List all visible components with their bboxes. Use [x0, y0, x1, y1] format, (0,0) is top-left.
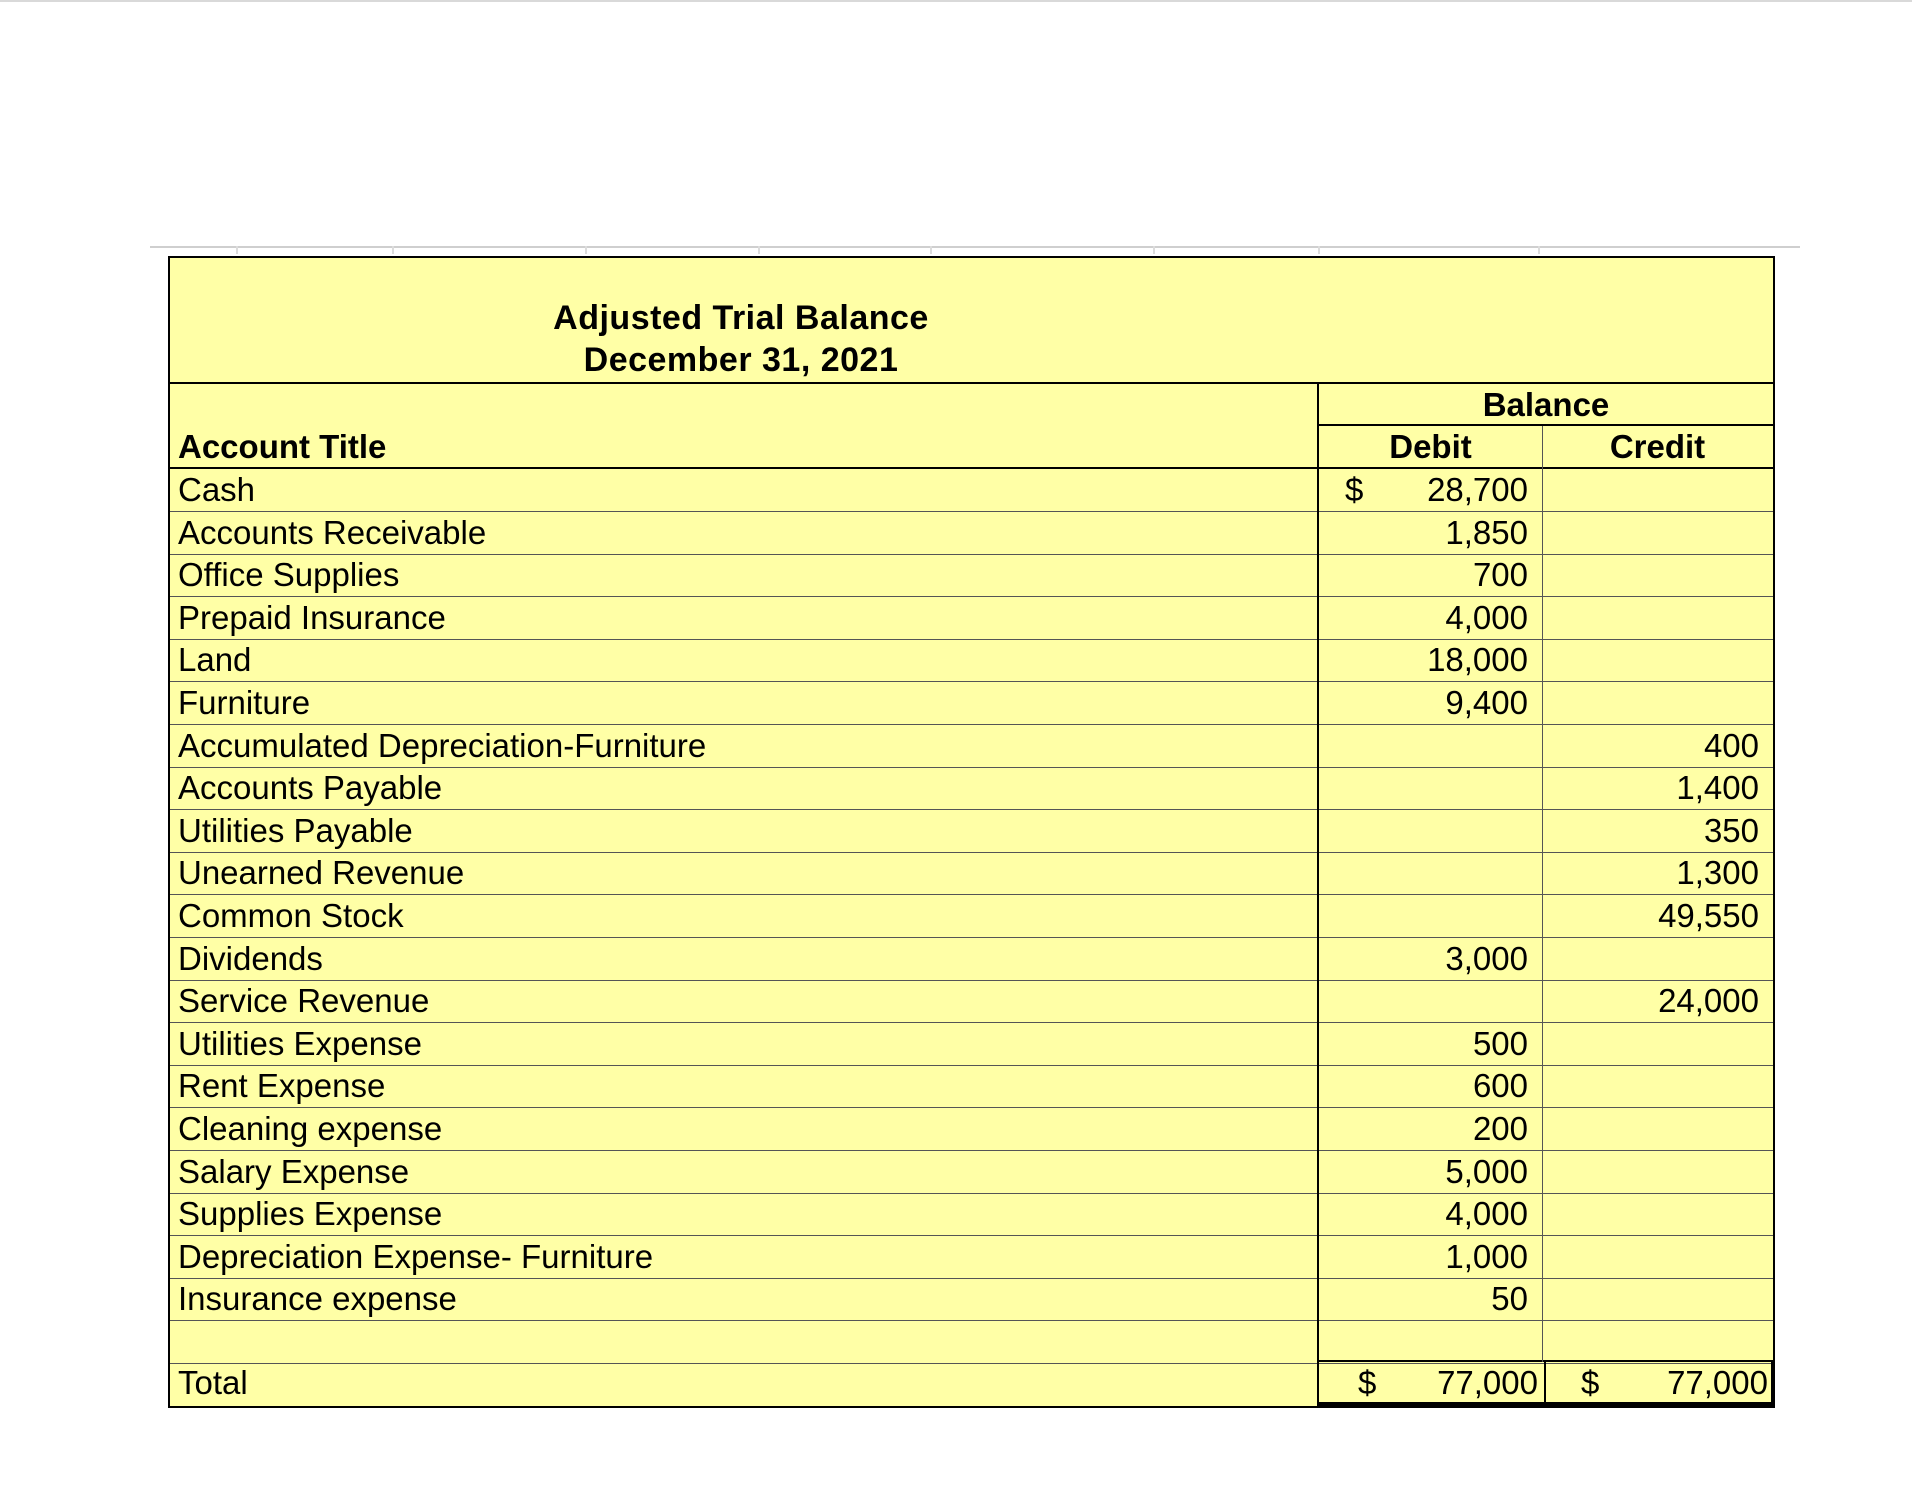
account-title-cell: Supplies Expense	[178, 1195, 443, 1233]
debit-value: 4,000	[1445, 1195, 1528, 1233]
table-row	[170, 597, 1773, 640]
grid-column-tick	[758, 246, 760, 254]
grid-column-tick	[392, 246, 394, 254]
debit-cell	[1319, 1321, 1542, 1363]
account-title-cell: Office Supplies	[178, 556, 400, 594]
credit-cell	[1542, 554, 1773, 596]
table-row	[170, 682, 1773, 725]
table-row	[170, 810, 1773, 853]
debit-value: 500	[1472, 1024, 1528, 1062]
debit-value: 600	[1472, 1067, 1528, 1105]
total-double-underline	[1317, 1402, 1773, 1408]
debit-cell	[1319, 1236, 1542, 1278]
credit-cell	[1542, 1065, 1773, 1107]
credit-cell	[1542, 1236, 1773, 1278]
total-debit-dollar-sign: $	[1358, 1364, 1377, 1401]
balance-column-group-header: Balance	[1319, 384, 1773, 426]
debit-cell	[1319, 639, 1542, 681]
credit-cell	[1542, 1278, 1773, 1320]
debit-cell	[1319, 469, 1542, 511]
debit-cell	[1319, 767, 1542, 809]
account-title-cell	[178, 1321, 1308, 1363]
debit-cell	[1319, 1023, 1542, 1065]
table-row	[170, 767, 1773, 810]
report-date: December 31, 2021	[583, 341, 899, 379]
account-title-cell: Accounts Payable	[178, 769, 443, 807]
debit-cell	[1319, 512, 1542, 554]
debit-value: 3,000	[1445, 939, 1528, 977]
debit-value: 18,000	[1427, 641, 1528, 679]
debit-value: 1,000	[1445, 1237, 1528, 1275]
account-title-cell: Rent Expense	[178, 1067, 386, 1105]
credit-cell	[1542, 597, 1773, 639]
account-title-header: Account Title	[178, 428, 387, 465]
debit-cell	[1319, 980, 1542, 1022]
credit-cell: 350	[1703, 811, 1759, 849]
debit-dollar-sign: $	[1345, 471, 1364, 508]
credit-cell	[1542, 1151, 1773, 1193]
table-row	[170, 1108, 1773, 1151]
total-debit-value: 77,000	[1437, 1364, 1538, 1401]
debit-cell	[1319, 810, 1542, 852]
grid-column-tick	[1318, 246, 1320, 254]
account-title-cell: Utilities Expense	[178, 1024, 422, 1062]
table-row	[170, 938, 1773, 981]
debit-cell	[1319, 895, 1542, 937]
table-row	[170, 1023, 1773, 1066]
debit-cell	[1319, 1278, 1542, 1320]
credit-cell	[1542, 639, 1773, 681]
report-title-block	[170, 258, 1773, 384]
debit-cell	[1319, 1151, 1542, 1193]
debit-value: 700	[1472, 556, 1528, 594]
debit-value: 200	[1472, 1110, 1528, 1147]
report-title: Adjusted Trial Balance	[553, 299, 929, 337]
debit-cell	[1319, 725, 1542, 767]
table-row	[170, 1236, 1773, 1279]
total-credit-dollar-sign: $	[1581, 1364, 1600, 1401]
account-title-cell: Service Revenue	[178, 982, 430, 1020]
blank-row	[170, 1321, 1773, 1364]
table-row	[170, 469, 1773, 512]
account-title-cell: Cleaning expense	[178, 1110, 443, 1147]
total-label: Total	[178, 1364, 248, 1401]
table-row	[170, 1065, 1773, 1108]
credit-cell	[1542, 469, 1773, 511]
account-title-cell: Accumulated Depreciation-Furniture	[178, 726, 707, 764]
credit-cell: 400	[1703, 726, 1759, 764]
account-title-cell: Depreciation Expense- Furniture	[178, 1237, 654, 1275]
grid-column-tick	[236, 246, 238, 254]
account-title-cell: Unearned Revenue	[178, 854, 465, 892]
grid-column-tick	[1153, 246, 1155, 254]
debit-cell	[1319, 554, 1542, 596]
credit-cell	[1542, 1023, 1773, 1065]
debit-value: 4,000	[1445, 598, 1528, 636]
account-title-cell: Land	[178, 641, 252, 679]
credit-cell: 24,000	[1658, 982, 1759, 1020]
table-row	[170, 1151, 1773, 1194]
account-title-cell: Prepaid Insurance	[178, 598, 446, 636]
debit-cell	[1319, 852, 1542, 894]
table-row	[170, 1278, 1773, 1321]
grid-column-tick	[930, 246, 932, 254]
debit-value: 1,850	[1445, 513, 1528, 551]
credit-cell: 1,300	[1676, 854, 1759, 892]
table-row	[170, 512, 1773, 555]
total-credit-value: 77,000	[1667, 1364, 1768, 1401]
table-row	[170, 725, 1773, 768]
account-title-cell: Utilities Payable	[178, 811, 413, 849]
table-row	[170, 1193, 1773, 1236]
trial-balance-sheet	[168, 256, 1775, 1408]
account-title-cell: Salary Expense	[178, 1152, 410, 1190]
debit-value: 9,400	[1445, 684, 1528, 721]
debit-cell	[1319, 1193, 1542, 1235]
account-title-cell: Insurance expense	[178, 1280, 457, 1318]
credit-cell	[1542, 512, 1773, 554]
debit-value: 28,700	[1427, 471, 1528, 508]
debit-cell	[1319, 1108, 1542, 1150]
credit-cell	[1542, 938, 1773, 980]
account-title-cell: Cash	[178, 471, 256, 508]
credit-cell	[1542, 682, 1773, 724]
table-row	[170, 554, 1773, 597]
debit-column-header: Debit	[1389, 428, 1472, 465]
table-row	[170, 895, 1773, 938]
grid-column-tick	[1538, 246, 1540, 254]
debit-cell	[1319, 938, 1542, 980]
debit-credit-divider	[1542, 426, 1543, 1362]
account-title-cell: Furniture	[178, 684, 311, 721]
credit-cell	[1542, 1321, 1773, 1363]
credit-column-header: Credit	[1609, 428, 1706, 465]
debit-cell	[1319, 597, 1542, 639]
debit-cell	[1319, 682, 1542, 724]
spreadsheet-grid-line	[150, 246, 1800, 248]
account-title-cell: Common Stock	[178, 897, 404, 934]
credit-cell	[1542, 1193, 1773, 1235]
credit-cell	[1542, 1108, 1773, 1150]
credit-cell: 1,400	[1676, 769, 1759, 807]
table-row	[170, 980, 1773, 1023]
grid-column-tick	[585, 246, 587, 254]
debit-value: 50	[1491, 1280, 1528, 1318]
account-title-cell: Dividends	[178, 939, 323, 977]
account-column-divider	[1317, 384, 1319, 1406]
credit-cell: 49,550	[1658, 897, 1759, 934]
debit-value: 5,000	[1445, 1152, 1528, 1190]
debit-cell	[1319, 1065, 1542, 1107]
window-top-edge	[0, 0, 1912, 2]
account-title-cell: Accounts Receivable	[178, 513, 487, 551]
table-row	[170, 639, 1773, 682]
table-row	[170, 852, 1773, 895]
